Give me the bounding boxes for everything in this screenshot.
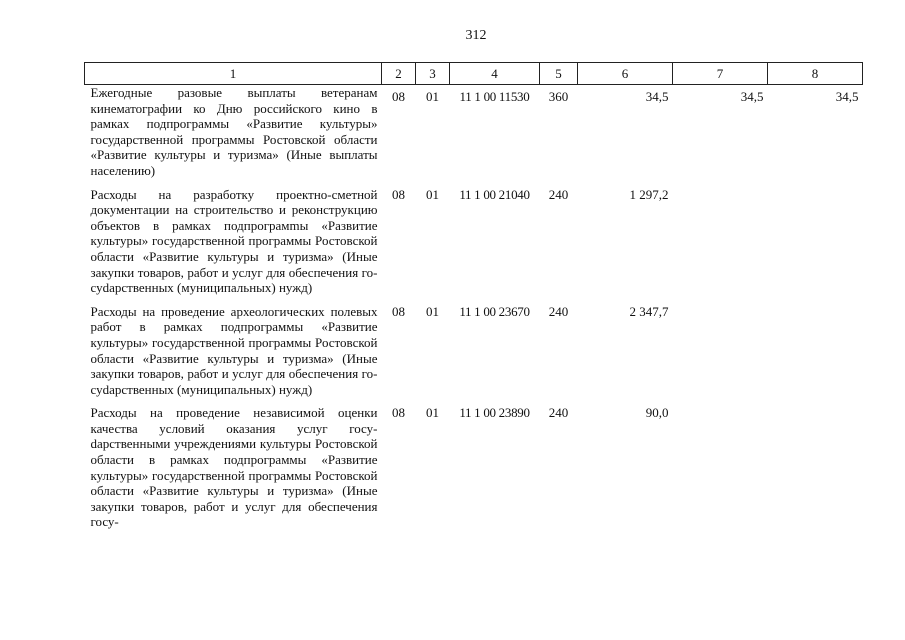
col-header-5: 5	[540, 63, 578, 85]
row-expense-type: 360	[548, 89, 569, 104]
row-value-year3	[768, 304, 863, 406]
row-value-year2: 34,5	[740, 89, 764, 104]
row-target-code: 11 1 00 23890	[459, 405, 530, 421]
row-section: 08	[392, 303, 405, 319]
row-subsection: 01	[426, 303, 439, 319]
row-value-year2	[673, 187, 768, 304]
row-section: 08	[392, 405, 405, 421]
row-value-year1: 2 347,7	[629, 303, 669, 319]
row-value-year3	[768, 187, 863, 304]
page-number: 312	[465, 28, 487, 43]
table-row	[85, 187, 863, 304]
col-header-7: 7	[673, 63, 768, 85]
row-subsection: 01	[426, 186, 439, 202]
row-value-year3	[768, 405, 863, 538]
budget-table	[84, 62, 863, 538]
row-value-year1: 1 297,2	[629, 186, 669, 202]
row-description: Ежегодные разовые выплаты ветеранам кинематографии ко Дню российского кино в рамках подпрограммы «Развитие культуры» государственной программы Ростовской области «Развитие культуры и туризма» (Иные выплаты населению)	[90, 85, 378, 178]
row-subsection: 01	[426, 405, 439, 421]
row-expense-type: 240	[548, 405, 569, 421]
row-value-year3: 34,5	[835, 89, 859, 104]
col-header-6: 6	[578, 63, 673, 85]
row-section: 08	[392, 186, 405, 202]
col-header-4: 4	[450, 63, 540, 85]
table-row	[85, 405, 863, 538]
col-header-3: 3	[416, 63, 450, 85]
row-value-year1: 34,5	[645, 89, 669, 104]
table-row	[85, 85, 863, 187]
col-header-2: 2	[382, 63, 416, 85]
row-value-year1: 90,0	[645, 405, 669, 421]
row-section: 08	[392, 89, 405, 104]
header-row	[85, 63, 863, 85]
row-value-year2	[673, 304, 768, 406]
table-row	[85, 304, 863, 406]
row-subsection: 01	[426, 89, 439, 104]
row-description: Расходы на проведение археологических полевых работ в рамках подпрограммы «Развитие культуры» государственной программы Ростовской области «Развитие культуры и туризма» (Иные закупки товаров, работ и услуг для обеспечения госуdарственных (муниципальных) нужд)	[90, 303, 378, 397]
row-description: Расходы на разработку проектно-сметной документации на строительство и реконструкцию объектов в рамках подпрограмmы «Развитие культуры» государственной программы Ростовской области «Развитие культуры и туризма» (Иные закупки товаров, работ и услуг для обеспечения госуdарственных (муниципальных) нужд)	[90, 186, 378, 296]
col-header-8: 8	[768, 63, 863, 85]
row-value-year2	[673, 405, 768, 538]
row-target-code: 11 1 00 11530	[459, 89, 530, 104]
row-target-code: 11 1 00 23670	[459, 303, 530, 319]
row-description: Расходы на проведение независимой оценки качества условий оказания услуг госуdарственными учреждениями культуры Ростовской области в рамках подпрограммы «Развитие культуры» государственной программы Ростовской области «Развитие культуры и туризма» (Иные закупки товаров, работ и услуг для обеспечения госу-	[90, 405, 378, 530]
col-header-1: 1	[85, 63, 382, 85]
row-expense-type: 240	[548, 186, 569, 202]
row-target-code: 11 1 00 21040	[459, 186, 530, 202]
row-expense-type: 240	[548, 303, 569, 319]
